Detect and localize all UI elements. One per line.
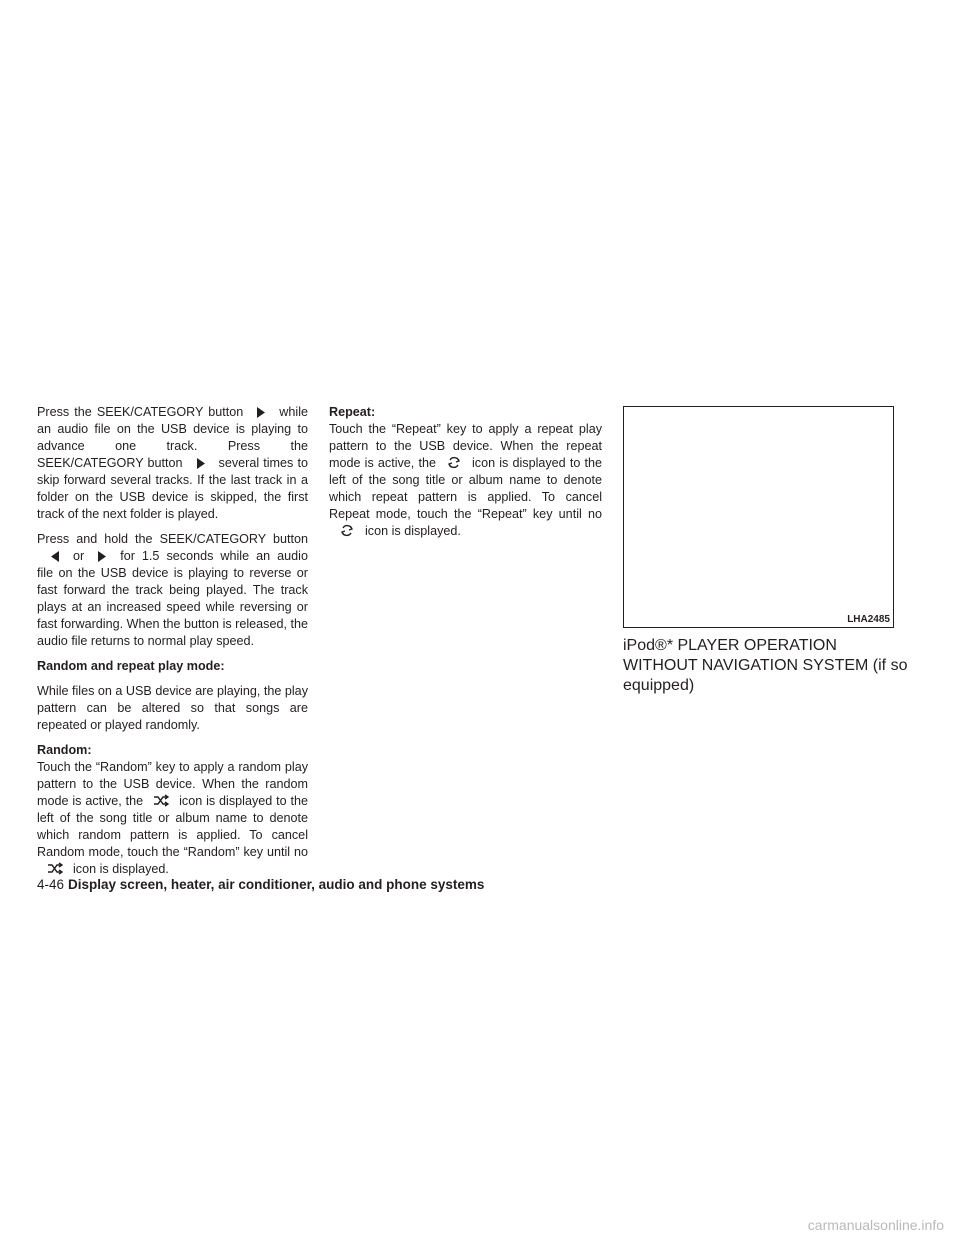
repeat-icon <box>329 524 365 537</box>
seek-forward-icon <box>243 406 279 419</box>
text-span: while an audio file on the USB device is playing to advance one track. Press the SEEK/CATEGORY button <box>37 405 308 470</box>
text-span: Touch the “Random” key to apply a random play pattern to the USB device. When the random mode is active, the <box>37 760 308 808</box>
text-span: Press the SEEK/CATEGORY button <box>37 405 244 419</box>
text-span: icon is displayed to the left of the song title or album name to denote which random pattern is applied. To cancel Random mode, touch the “Random” key until no <box>37 794 308 859</box>
page-footer <box>37 876 484 894</box>
page-number: 4-46 <box>37 877 65 892</box>
watermark: carmanualsonline.info <box>807 1217 944 1233</box>
text-span: Touch the “Repeat” key to apply a repeat play pattern to the USB device. When the repeat mode is active, the <box>329 422 602 470</box>
text-span: several times to skip forward several tracks. If the last track in a folder on the USB device is skipped, the first track of the next folder is played. <box>37 456 308 521</box>
text-span: or <box>73 549 85 563</box>
text-span: icon is displayed. <box>73 862 169 876</box>
seek-forward-icon <box>183 457 219 470</box>
figure-label: LHA2485 <box>847 614 890 625</box>
section-title: iPod®* PLAYER OPERATION WITHOUT NAVIGATION SYSTEM (if so equipped) <box>623 637 908 694</box>
heading-random-repeat: Random and repeat play mode: <box>37 659 225 673</box>
random-icon <box>143 794 179 807</box>
left-column <box>37 404 308 886</box>
repeat-icon <box>436 456 472 469</box>
heading-random: Random: <box>37 743 92 757</box>
paragraph-play-pattern: While files on a USB device are playing, the play pattern can be altered so that songs are repeated or played randomly. <box>37 684 308 732</box>
middle-column <box>329 404 602 548</box>
text-span: for 1.5 seconds while an audio file on the USB device is playing to reverse or fast forward the track being played. The track plays at an increased speed while reversing or fast forwarding. When the button is released, the audio file returns to normal play speed. <box>37 549 308 648</box>
paragraph-seek-hold <box>37 531 308 650</box>
seek-forward-icon <box>84 550 120 563</box>
text-span: icon is displayed. <box>365 524 461 538</box>
paragraph-repeat <box>329 421 602 540</box>
seek-back-icon <box>37 550 73 563</box>
text-span: icon is displayed to the left of the song title or album name to denote which repeat pattern is applied. To cancel Repeat mode, touch the “Repeat” key until no <box>329 456 602 521</box>
text-span: Press and hold the SEEK/CATEGORY button <box>37 532 308 546</box>
chapter-title: Display screen, heater, air conditioner, audio and phone systems <box>68 877 485 892</box>
random-icon <box>37 862 73 875</box>
paragraph-random <box>37 759 308 878</box>
heading-repeat: Repeat: <box>329 405 376 419</box>
paragraph-seek-forward <box>37 404 308 523</box>
figure-frame <box>623 406 894 628</box>
